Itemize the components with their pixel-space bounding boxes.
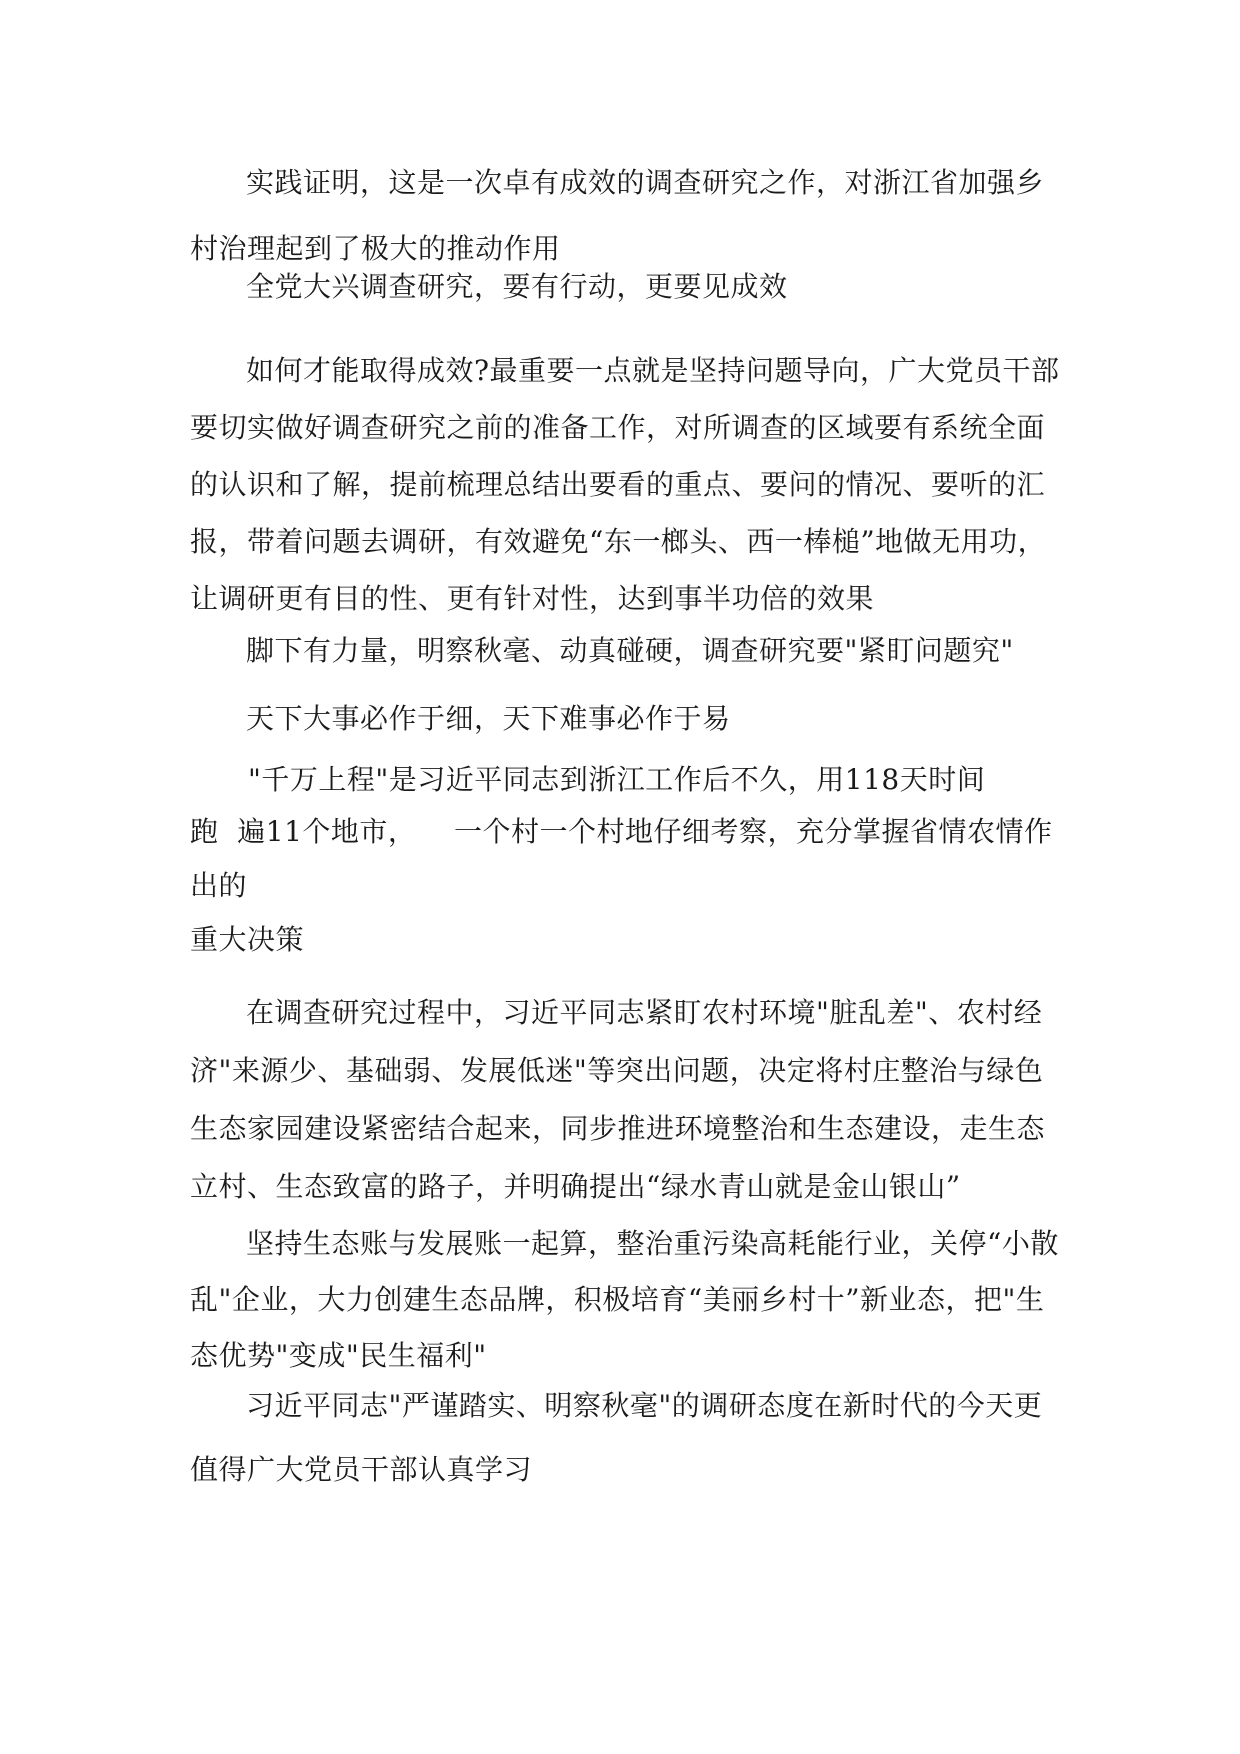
- paragraph-10: 习近平同志"严谨踏实、明察秋毫"的调研态度在新时代的今天更值得广大党员干部认真学习: [190, 1389, 1043, 1486]
- paragraph-7: 重大决策: [190, 923, 305, 956]
- paragraph-9: 坚持生态账与发展账一起算，整治重污染高耗能行业，关停“小散乱"企业，大力创建生态品牌，积极培育“美丽乡村十”新业态，把"生态优势"变成"民生福利": [190, 1227, 1059, 1372]
- paragraph-6-line-1: "千万上程"是习近平同志到浙江工作后不久，用118天时间: [248, 763, 986, 796]
- paragraph-6-line-2: 跑 遍11个地市， 一个村一个村地仔细考察，充分掌握省情农情作: [190, 815, 1053, 848]
- paragraph-6-line-3: 出的: [190, 869, 248, 902]
- paragraph-8: 在调查研究过程中，习近平同志紧盯农村环境"脏乱差"、农村经济"来源少、基础弱、发展低迷"等突出问题，决定将村庄整治与绿色生态家园建设紧密结合起来，同步推进环境整治和生态建设，走生态立村、生态致富的路子，并明确提出“绿水青山就是金山银山”: [190, 996, 1046, 1203]
- paragraph-1: 实践证明，这是一次卓有成效的调查研究之作，对浙江省加强乡村治理起到了极大的推动作用: [190, 166, 1045, 265]
- paragraph-3: 如何才能取得成效?最重要一点就是坚持问题导向，广大党员干部要切实做好调查研究之前的准备工作，对所调查的区域要有系统全面的认识和了解，提前梳理总结出要看的重点、要问的情况、要听的汇报，带着问题去调研，有效避免“东一榔头、西一棒槌”地做无用功，让调研更有目的性、更有针对性，达到事半功倍的效果: [190, 354, 1060, 615]
- paragraph-4: 脚下有力量，明察秋毫、动真碰硬，调查研究要"紧盯问题究": [246, 634, 1014, 667]
- paragraph-5: 天下大事必作于细，天下难事必作于易: [246, 702, 731, 735]
- paragraph-2: 全党大兴调查研究，要有行动，更要见成效: [246, 270, 788, 303]
